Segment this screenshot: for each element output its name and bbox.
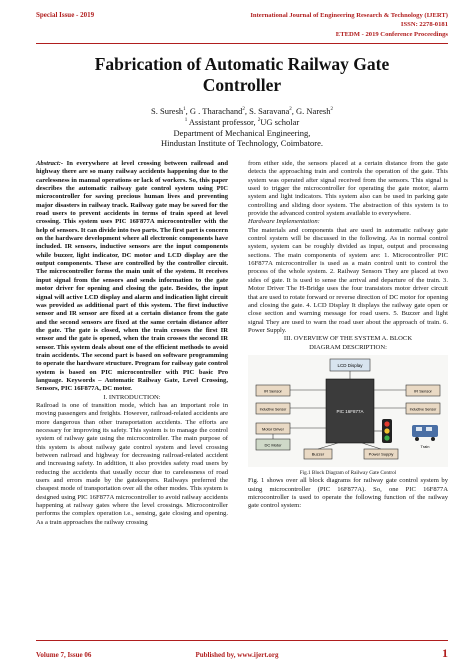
institution: Hindustan Institute of Technology, Coimbatore. <box>160 138 324 149</box>
author-block <box>36 105 448 149</box>
figure-caption: Fig.1 Block Diagram of Railway Gate Control <box>299 469 397 476</box>
issn: ISSN: 2278-0181 <box>400 21 448 29</box>
title-line-2: Controller <box>202 75 282 95</box>
intro-heading: I. INTRODUCTION: <box>103 393 161 401</box>
inductive-right-label: Inductive Sensor <box>409 407 437 412</box>
right-para-1: from either side, the sensors placed at a certain distance from the gate detects the approaching train and controls the operation of the gate. This system was operated after signal received from the sensors. This signal is used to trigger the microcontroller for operating the gate motor, alarm system and light indicators. This system also can be used in parking gate controlling and sliding door system. The abstraction of this system is to provide the advanced control system available to everywhere. <box>248 160 448 218</box>
page-number: 1 <box>442 646 448 660</box>
journal-name: International Journal of Engineering Research & Technology (IJERT) <box>250 12 448 19</box>
dc-motor-label: DC Motor <box>264 442 282 448</box>
abstract-text: In everywhere at level crossing between railroad and highway there are so many railway accidents happening due to the carelessness in manual operations or lack of workers. So, this paper describes the automatic railway gate control system using PIC microcontroller for saving precious human lives and preventing major disasters in railway track. Railway gate may be saved for the road users to prevent accidents in terms of train speed at level crossing. This system uses PIC 16F877A microcontroller with the help of sensors. It can divide into two parts. The first part is concern on the hardware development where all electronic components have included. IR sensors, inductive sensors are the input components while buzzer, light indicator, DC motor and LCD display are the output components. These are controlled by the controller circuit. The microcontroller forms the main unit of the system. It receives input signal from the sensors and sends information to the gate motor driver for opening and closing the gate. Besides, the input signal will active LCD display and alarm and indication light circuit was provided as additional part of this system. The first inductive sensor and IR sensor are fixed at a certain distance from the gate and the second sensors are fixed at the same certain distance after the gate. The gate is closed, when the train crosses the first IR sensor and the gate is opened, when the train crosses the second IR sensor. This system deals about one of the efficient methods to avoid train accidents. The second part is based on software programming to operate the hardware structure. Program for railway gate control system is based on PIC microcontroller with PIC basic Pro language. Keywords – Automatic Railway Gate, Level Crossing, Sensors, PIC 16F877A, DC motor. <box>36 160 229 393</box>
section3-heading: III. OVERVIEW OF THE SYSTEM A. BLOCK <box>283 335 413 343</box>
conference: ETEDM - 2019 Conference Proceedings <box>335 30 448 38</box>
right-para-2: The materials and components that are used in automatic railway gate control system will be discussed in the following. As in normal control system, system can be roughly divided as input, output and processing sections. The main components of system are: 1. Microcontroller PIC 16F877A microcontroller is used as a main control unit to control the process of the whole system. 2. Railway Sensors They are placed at two sides of gate. It is used to sense the arrival and departure of the train. 3. Motor Driver The H-Bridge uses the four transistors motor driver circuit that are used to rotate forward or reverse direction of DC motor for opening and closing the gate. 4. LCD Display It displays the railway gate open or close section and warning message for road users. 5. Buzzer and light signal They are used to warn the road user about the approach of train. 6. Power Supply. <box>248 226 448 334</box>
right-column <box>248 160 448 511</box>
header-rule <box>36 43 448 44</box>
abstract-label: Abstract:- <box>36 160 64 167</box>
intro-text: Railroad is one of transition mode, which has an important role in moving passengers and freights. However, railroad-related accidents are more dangerous than other transportation accidents. The efforts are necessary for improving its safety. This system is to manage the control system of railway gate using the microcontroller. The main purpose of this system is about railway gate control system and level crossing between railroad and highway for decreasing railroad-related accident and increasing safety. In addition, it also provides safety road users by reducing the accidents that usually occur due to carelessness of road users and errors made by the gatekeepers. Railways preferred the cheapest mode of transportation over all the other modes. This system is designed using PIC 16F877A microcontroller to avoid railway accidents happening at railway gates where the level crossings. Microcontroller performs the complex operation i.e., sensing, gate closing and opening. As a train approaches the railway crossing <box>36 401 228 526</box>
hardware-heading: Hardware Implementation: <box>248 218 320 226</box>
buzzer-label: Buzzer <box>311 451 325 457</box>
footer-volume: Volume 7, Issue 06 <box>36 651 92 659</box>
section3-heading-2: DIAGRAM DESCRIPTION: <box>309 343 387 351</box>
motor-driver-label: Motor Driver <box>261 426 285 432</box>
footer-rule <box>36 640 448 641</box>
power-supply-label: Power Supply <box>368 451 394 457</box>
paper-title <box>36 54 448 96</box>
block-diagram <box>248 355 448 467</box>
header-right <box>250 11 448 39</box>
title-line-1: Fabrication of Automatic Railway Gate <box>94 54 390 74</box>
ir-sensor-right-label: IR Sensor <box>414 388 432 394</box>
author-names: S. Suresh$^1$, G . Tharachand$^2$, S. Saravana$^2$, G. Naresh$^2$ <box>151 105 333 116</box>
right-para-3: Fig. 1 shows over all block diagrams for railway gate control system by using microcontroller (PIC 16F877A). So, one PIC 16F877A microcontroller is used to operate the following function of the railway gate control system: <box>248 477 448 510</box>
lcd-label: LCD Display <box>337 362 363 368</box>
abstract <box>36 160 228 394</box>
block-diagram-figure <box>248 355 448 467</box>
mcu-label: PIC 16F877A <box>336 408 364 414</box>
footer-publisher: Published by, www.ijert.org <box>195 651 279 659</box>
inductive-left-label: Inductive Sensor <box>259 407 287 412</box>
department: Department of Mechanical Engineering, <box>173 127 311 138</box>
train-label: Train <box>420 443 430 449</box>
header-left: Special Issue - 2019 <box>36 11 95 19</box>
traffic-light-icon <box>382 419 392 443</box>
left-column <box>36 160 228 527</box>
affiliation-roles: $^1$ Assistant professor, $^2$UG scholar <box>184 117 300 128</box>
ir-sensor-left-label: IR Sensor <box>264 388 282 394</box>
